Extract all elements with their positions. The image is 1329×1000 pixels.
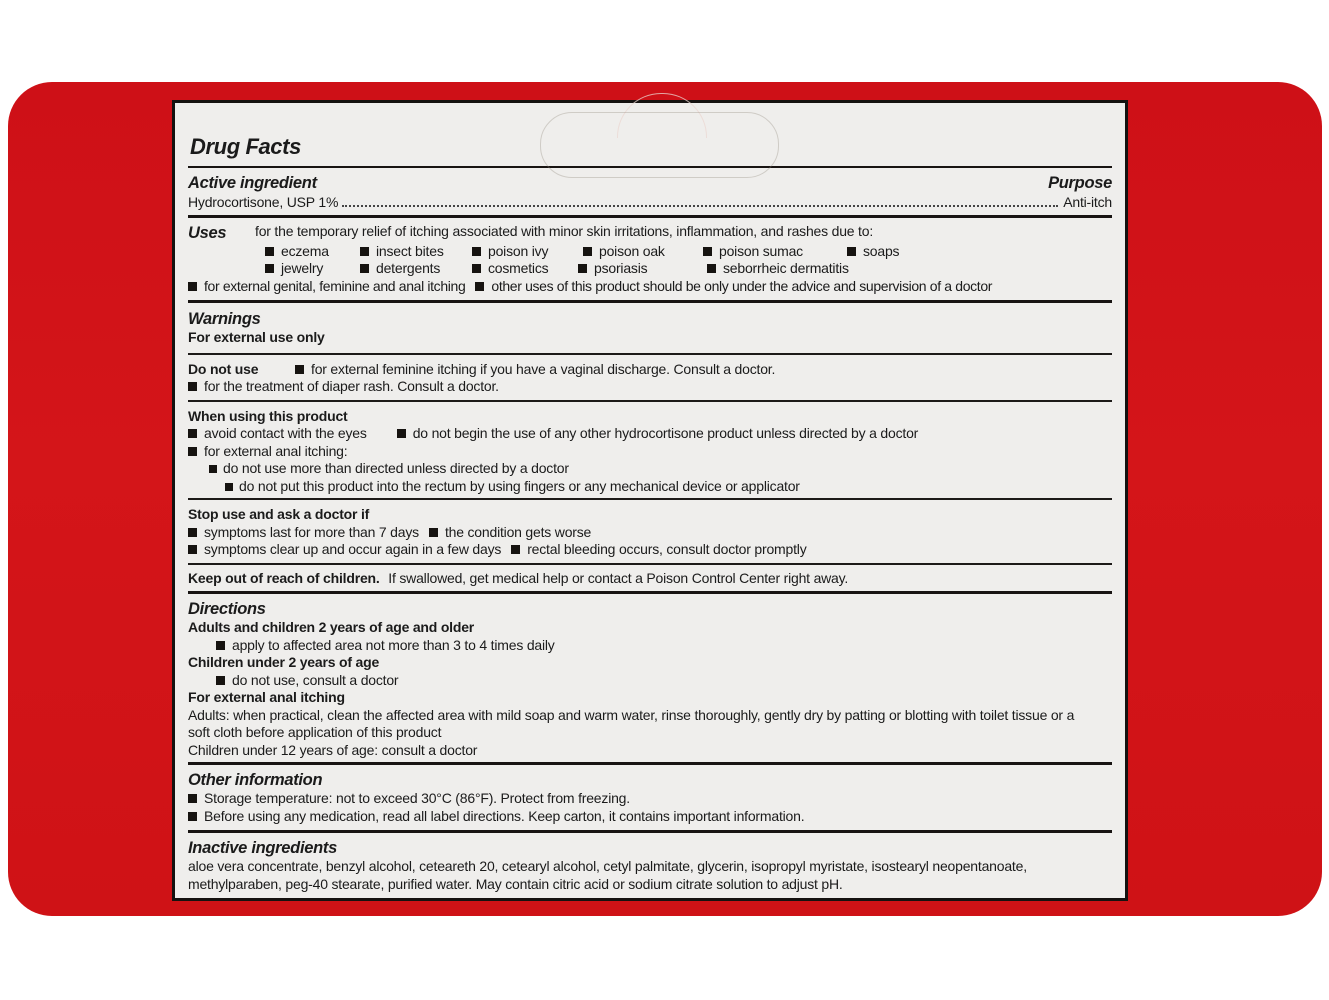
active-ingredient-name: Hydrocortisone, USP 1% xyxy=(188,194,339,210)
uses-item: detergents xyxy=(376,260,441,276)
when-using-heading: When using this product xyxy=(188,407,348,424)
bullet-square-icon xyxy=(703,247,712,256)
uses-item: soaps xyxy=(863,242,900,259)
bullet-square-icon xyxy=(475,282,484,291)
bullet-square-icon xyxy=(216,641,225,650)
bullet-square-icon xyxy=(188,447,197,456)
when-using-bullet: do not begin the use of any other hydrocortisone product unless directed by a doctor xyxy=(412,425,919,441)
bullet-square-icon xyxy=(188,812,197,821)
inactive-ingredients-heading: Inactive ingredients xyxy=(188,839,337,857)
bullet-square-icon xyxy=(225,483,233,491)
directions-anal-adults: Adults: when practical, clean the affected area with mild soap and warm water, rinse thoroughly, gently dry by patting or blotting with toilet tissue or a soft cloth before application of this product xyxy=(188,706,1075,740)
directions-bullet: do not use, consult a doctor xyxy=(232,671,399,688)
dotted-leader xyxy=(342,193,1058,207)
uses-item: eczema xyxy=(281,242,329,259)
bullet-square-icon xyxy=(188,429,197,438)
uses-item: jewelry xyxy=(281,260,324,276)
uses-item: seborrheic dermatitis xyxy=(723,260,849,276)
purpose-heading: Purpose xyxy=(1048,174,1112,192)
when-using-sub-bullet: do not put this product into the rectum by using fingers or any mechanical device or applicator xyxy=(239,477,800,494)
uses-section xyxy=(188,218,1112,304)
directions-adults-heading: Adults and children 2 years of age and older xyxy=(188,619,475,635)
uses-item: insect bites xyxy=(376,242,444,259)
directions-bullet: apply to affected area not more than 3 to 4 times daily xyxy=(232,636,555,653)
bullet-square-icon xyxy=(188,282,197,291)
keep-out-bold: Keep out of reach of children. xyxy=(188,569,380,586)
do-not-use-bullet: for the treatment of diaper rash. Consult a doctor. xyxy=(204,378,499,394)
uses-footer xyxy=(188,278,1112,296)
when-using-bullet: avoid contact with the eyes xyxy=(204,425,367,441)
directions-anal-heading: For external anal itching xyxy=(188,689,345,705)
bullet-square-icon xyxy=(265,247,274,256)
bullet-square-icon xyxy=(360,264,369,273)
bullet-square-icon xyxy=(472,247,481,256)
other-information-heading: Other information xyxy=(188,771,323,789)
uses-item: poison ivy xyxy=(488,242,549,259)
bullet-square-icon xyxy=(209,465,217,473)
uses-intro: for the temporary relief of itching associated with minor skin irritations, inflammation, and rashes due to: xyxy=(255,222,874,239)
do-not-use-section xyxy=(188,355,1112,402)
stop-use-bullet: symptoms last for more than 7 days xyxy=(204,523,419,540)
other-information-section xyxy=(188,765,1112,833)
bullet-square-icon xyxy=(188,794,197,803)
bullet-square-icon xyxy=(511,545,520,554)
uses-item: poison oak xyxy=(599,242,665,259)
uses-bullet-row-1 xyxy=(265,243,1112,261)
other-information-bullet: Before using any medication, read all label directions. Keep carton, it contains important information. xyxy=(204,807,805,824)
drug-facts-title: Drug Facts xyxy=(188,103,1112,168)
external-use-only: For external use only xyxy=(188,329,325,345)
bullet-square-icon xyxy=(429,528,438,537)
bullet-square-icon xyxy=(472,264,481,273)
directions-section xyxy=(188,594,1112,765)
stop-use-bullet: the condition gets worse xyxy=(444,523,592,540)
directions-heading: Directions xyxy=(188,600,266,618)
active-ingredient-heading: Active ingredient xyxy=(188,174,317,192)
bullet-square-icon xyxy=(707,264,716,273)
uses-heading: Uses xyxy=(188,223,227,242)
inactive-ingredients-text: aloe vera concentrate, benzyl alcohol, ceteareth 20, cetearyl alcohol, cetyl palmitate, glycerin, isopropyl myristate, isostearyl neopentanoate, methylparaben, peg-40 stearate, purified water. May contain citric acid or sodium citrate solution to adjust pH. xyxy=(188,858,1027,892)
keep-out-text: If swallowed, get medical help or contact a Poison Control Center right away. xyxy=(388,569,849,586)
uses-footer-1: for external genital, feminine and anal itching xyxy=(204,277,466,294)
keep-out-section xyxy=(188,565,1112,595)
bullet-square-icon xyxy=(265,264,274,273)
warnings-header-section xyxy=(188,303,1112,355)
bullet-square-icon xyxy=(583,247,592,256)
uses-footer-2: other uses of this product should be only under the advice and supervision of a doctor xyxy=(491,277,993,294)
bullet-square-icon xyxy=(188,528,197,537)
drug-facts-panel xyxy=(172,100,1128,901)
inactive-ingredients-section xyxy=(188,833,1112,899)
bullet-square-icon xyxy=(188,545,197,554)
directions-children-heading: Children under 2 years of age xyxy=(188,654,380,670)
active-ingredient-section xyxy=(188,168,1112,218)
do-not-use-heading: Do not use xyxy=(188,360,259,377)
uses-item: cosmetics xyxy=(488,260,549,276)
when-using-section xyxy=(188,402,1112,501)
other-information-bullet: Storage temperature: not to exceed 30°C (86°F). Protect from freezing. xyxy=(204,790,630,806)
bullet-square-icon xyxy=(216,676,225,685)
uses-item: poison sumac xyxy=(719,242,803,259)
purpose-value: Anti-itch xyxy=(1063,194,1112,210)
bullet-square-icon xyxy=(578,264,587,273)
uses-item: psoriasis xyxy=(594,260,648,276)
stop-use-bullet: symptoms clear up and occur again in a few days xyxy=(204,541,502,557)
when-using-sub-bullet: do not use more than directed unless directed by a doctor xyxy=(223,460,569,476)
stop-use-section xyxy=(188,500,1112,565)
warnings-heading: Warnings xyxy=(188,310,261,328)
when-using-bullet: for external anal itching: xyxy=(204,442,348,459)
directions-anal-children: Children under 12 years of age: consult a doctor xyxy=(188,741,478,758)
bullet-square-icon xyxy=(295,365,304,374)
do-not-use-bullet: for external feminine itching if you have a vaginal discharge. Consult a doctor. xyxy=(311,360,776,377)
bullet-square-icon xyxy=(188,382,197,391)
uses-bullet-row-2 xyxy=(265,260,1112,278)
stop-use-heading: Stop use and ask a doctor if xyxy=(188,506,370,522)
bullet-square-icon xyxy=(360,247,369,256)
bullet-square-icon xyxy=(397,429,406,438)
bullet-square-icon xyxy=(847,247,856,256)
stop-use-bullet: rectal bleeding occurs, consult doctor promptly xyxy=(527,541,807,557)
